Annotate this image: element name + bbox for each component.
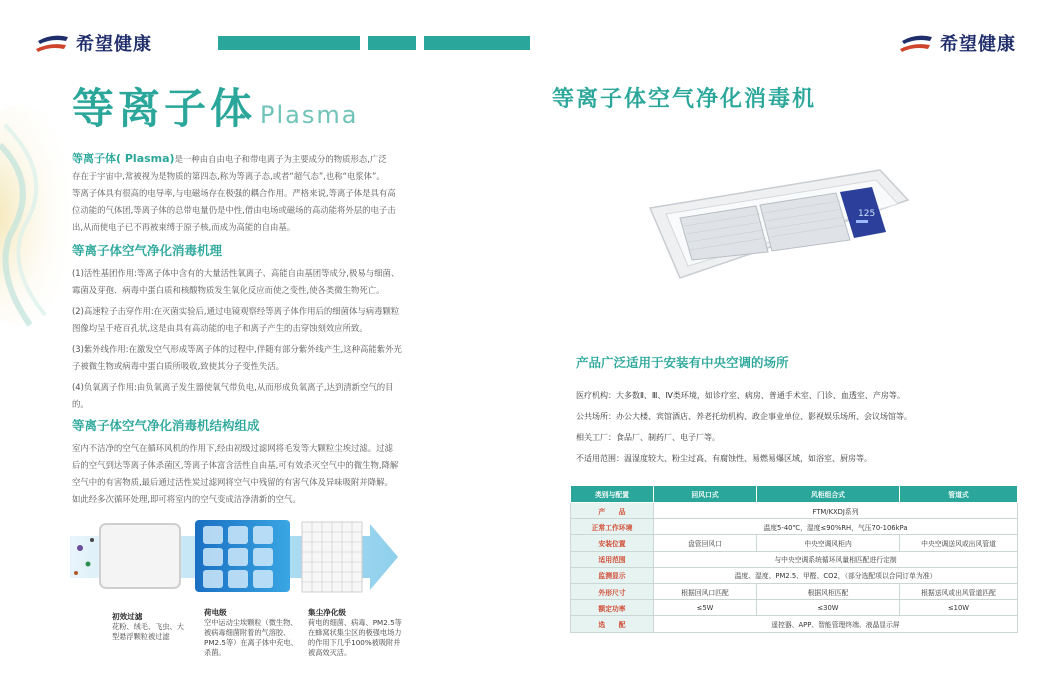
row-label: 适用范围 xyxy=(571,551,654,567)
stage-caption xyxy=(204,608,304,658)
mechanism-item xyxy=(72,303,442,337)
structure-line: 室内不洁净的空气在循环风机的作用下,经由初级过滤网将毛发等大颗粒尘埃过滤。过滤 xyxy=(72,443,393,453)
table-cell: 根据送风或出风管道匹配 xyxy=(900,583,1018,599)
row-label: 安装位置 xyxy=(571,535,654,551)
table-cell: 盘管回风口 xyxy=(654,535,757,551)
stage-line: 的作用下几乎100%被吸附并 xyxy=(308,638,401,647)
table-cell: 温度、湿度、PM2.5、甲醛、CO2，（部分选配项以合同订单为准） xyxy=(654,567,1018,583)
brand-name: 希望健康 xyxy=(940,34,1016,55)
intro-line: 是一种由自由电子和带电离子为主要成分的物质形态,广泛 xyxy=(174,154,387,164)
mechanism-line: (4)负氧离子作用:由负氧离子发生器使氧气带负电,从而形成负氧离子,达到清新空气的目 xyxy=(72,382,394,392)
stage-line: 被高效灭活。 xyxy=(308,648,352,657)
stage-title: 集尘净化级 xyxy=(308,608,346,617)
header-bar xyxy=(424,36,530,50)
column-header: 管道式 xyxy=(900,486,1018,503)
table-row xyxy=(571,600,1018,616)
table-cell: ≤30W xyxy=(757,600,900,616)
table-cell: ≤5W xyxy=(654,600,757,616)
mechanism-item xyxy=(72,341,442,375)
stage-line: PM2.5等）在离子体中充电、 xyxy=(204,638,298,647)
row-label: 产 品 xyxy=(571,503,654,519)
brand-name: 希望健康 xyxy=(76,34,152,55)
filter-stages-diagram xyxy=(70,518,400,596)
decorative-swirl-image xyxy=(0,105,70,335)
place-item: 医疗机构：大多数Ⅱ、Ⅲ、Ⅳ类环境，如诊疗室、病房、普通手术室、门诊、血透室、产房等。 xyxy=(576,391,905,400)
table-row xyxy=(571,551,1018,567)
row-label: 额定功率 xyxy=(571,600,654,616)
table-cell: 遥控器、APP、智能管理终端、液晶显示屏 xyxy=(654,616,1018,632)
header-bar xyxy=(218,36,360,50)
place-item: 不适用范围：温湿度较大、粉尘过高、有腐蚀性、易燃易爆区域，如浴室、厨房等。 xyxy=(576,454,872,463)
product-title: 等离子体空气净化消毒机 xyxy=(552,87,817,112)
mechanism-list xyxy=(72,265,442,413)
title-cn: 等离子体 xyxy=(72,84,257,133)
mechanism-line: 的。 xyxy=(72,399,89,409)
mechanism-line: 子被微生物或病毒中蛋白质所吸收,致使其分子变性失活。 xyxy=(72,361,285,371)
structure-heading: 等离子体空气净化消毒机结构组成 xyxy=(72,418,260,433)
stage-title: 荷电级 xyxy=(204,608,227,617)
stage-line: 被病毒细菌附着的气溶胶、 xyxy=(204,628,291,637)
stage-caption xyxy=(112,612,192,642)
places-list xyxy=(576,385,1016,469)
mechanism-heading: 等离子体空气净化消毒机理 xyxy=(72,243,223,258)
table-row xyxy=(571,535,1018,551)
table-row xyxy=(571,583,1018,599)
column-header: 类别与配置 xyxy=(571,486,654,503)
mechanism-line: 图像均呈千疮百孔状,这是由具有高动能的电子和离子产生的击穿蚀刻效应所致。 xyxy=(72,323,368,333)
table-cell: 与中央空调系统循环风量相匹配进行定制 xyxy=(654,551,1018,567)
stage-line: 花粉、绒毛、飞虫、大 xyxy=(112,622,184,631)
stage-title: 初效过滤 xyxy=(112,612,143,621)
header-bar xyxy=(368,36,416,50)
mechanism-item xyxy=(72,379,442,413)
brand-logo-left xyxy=(36,30,152,56)
intro-paragraph xyxy=(72,150,442,236)
place-item: 相关工厂：食品厂、制药厂、电子厂等。 xyxy=(576,433,720,442)
mechanism-line: (3)紫外线作用:在激发空气形成等离子体的过程中,伴随有部分紫外线产生,这种高能紫外光 xyxy=(72,344,402,354)
intro-line: 存在于宇宙中,常被视为是物质的第四态,称为等离子态,或者“超气态”,也称“电浆体”。 xyxy=(72,171,385,181)
mechanism-item xyxy=(72,265,442,299)
row-label: 监测显示 xyxy=(571,567,654,583)
title-en: Plasma xyxy=(260,101,359,129)
stage-caption xyxy=(308,608,413,658)
page-title xyxy=(72,76,358,136)
device-display-text: 125 xyxy=(858,209,876,219)
structure-line: 后的空气到达等离子体杀菌区,等离子体富含活性自由基,可有效杀灭空气中的微生物,降解 xyxy=(72,460,399,470)
structure-line: 如此经多次循环处理,即可将室内的空气变成洁净清新的空气。 xyxy=(72,494,301,504)
intro-line: 等离子体具有很高的电导率,与电磁场存在极强的耦合作用。严格来说,等离子体是具有高 xyxy=(72,188,396,198)
intro-line: 出,从而使电子已不再被束缚于原子核,而成为高能的自由基。 xyxy=(72,222,296,232)
structure-line: 空气中的有害物质,最后通过活性炭过滤网将空气中残留的有害气体及异味吸附并降解。 xyxy=(72,477,393,487)
brand-mark-icon xyxy=(36,33,70,53)
table-cell: 温度5-40℃，湿度≤90%RH，气压70-106kPa xyxy=(654,519,1018,535)
table-cell: FTM/KXDJ系列 xyxy=(654,503,1018,519)
table-row xyxy=(571,503,1018,519)
intro-lead: 等离子体( Plasma) xyxy=(72,152,175,165)
stage-line: 型悬浮颗粒被过滤 xyxy=(112,632,170,641)
table-cell: ≤10W xyxy=(900,600,1018,616)
row-label: 选 配 xyxy=(571,616,654,632)
stage-line: 杀菌。 xyxy=(204,648,226,657)
place-item: 公共场所：办公大楼、宾馆酒店、养老托幼机构、政企事业单位、影视娱乐场所、会议场馆等。 xyxy=(576,412,912,421)
table-header-row xyxy=(571,486,1018,503)
stage-line: 在蜂窝状集尘区的极强电场力 xyxy=(308,628,402,637)
brand-logo-right xyxy=(900,30,1016,56)
mechanism-line: (2)高速粒子击穿作用:在灭菌实验后,通过电镜观察经等离子体作用后的细菌体与病毒颗粒 xyxy=(72,306,400,316)
table-cell: 中央空调送风或出风管道 xyxy=(900,535,1018,551)
mechanism-line: 霉菌及芽孢、病毒中蛋白质和核酸物质发生氧化反应而使之变性,使各类微生物死亡。 xyxy=(72,285,385,295)
places-heading: 产品广泛适用于安装有中央空调的场所 xyxy=(576,355,789,370)
table-row xyxy=(571,519,1018,535)
structure-paragraph xyxy=(72,440,442,508)
table-row xyxy=(571,616,1018,632)
table-cell: 中央空调风柜内 xyxy=(757,535,900,551)
column-header: 回风口式 xyxy=(654,486,757,503)
table-cell: 根据风柜匹配 xyxy=(757,583,900,599)
row-label: 外形尺寸 xyxy=(571,583,654,599)
column-header: 风柜组合式 xyxy=(757,486,900,503)
brand-mark-icon xyxy=(900,33,934,53)
table-cell: 根据回风口匹配 xyxy=(654,583,757,599)
stage-line: 空中运动尘埃颗粒（微生物、 xyxy=(204,618,298,627)
stage-line: 荷电的细菌、病毒、PM2.5等 xyxy=(308,618,402,627)
spec-table xyxy=(570,485,1018,633)
product-image xyxy=(640,160,910,290)
mechanism-line: (1)活性基团作用:等离子体中含有的大量活性氧离子、高能自由基团等成分,极易与细菌、 xyxy=(72,268,400,278)
table-row xyxy=(571,567,1018,583)
intro-line: 位动能的气体团,等离子体的总带电量仍是中性,借由电场或磁场的高动能将外层的电子击 xyxy=(72,205,396,215)
row-label: 正常工作环境 xyxy=(571,519,654,535)
